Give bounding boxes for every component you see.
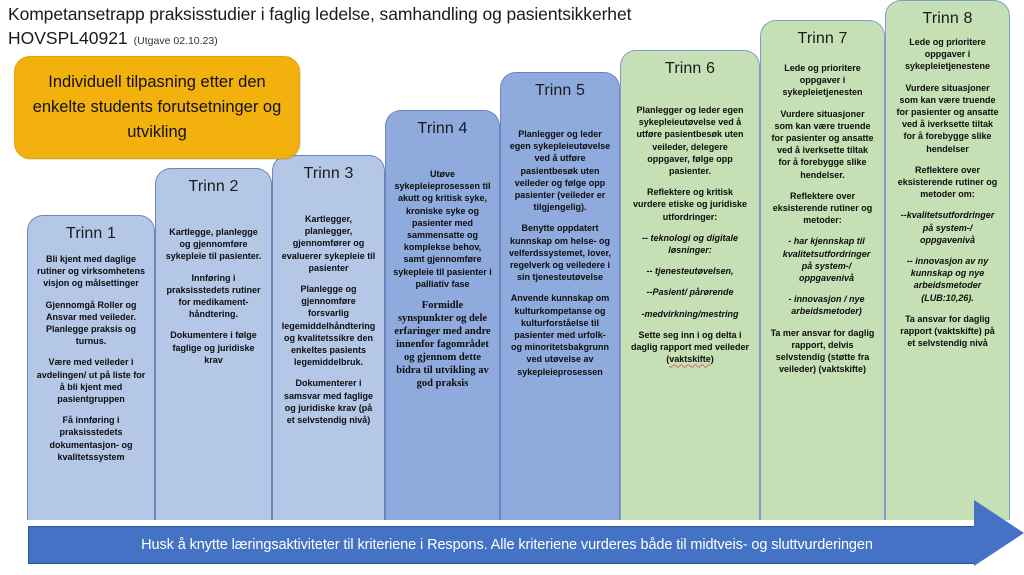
step-title: Trinn 1: [66, 225, 116, 242]
banner-text: Husk å knytte læringsaktiviteter til kriteriene i Respons. Alle kriteriene vurderes både til midtveis- og sluttvurderingen: [141, 537, 873, 553]
step-paragraph: Gjennomgå Roller og Ansvar med veileder. Planlegge praksis og turnus.: [45, 299, 137, 347]
step-paragraph: Planlegger og leder egen sykepleieutøvelse ved å utføre pasientbesøk uten veileder, delegere oppgaver, følge opp pasienter.: [636, 105, 744, 177]
step-paragraph: Dokumenterer i samsvar med faglige og juridiske krav (på et selvstendig nivå): [283, 378, 374, 426]
step-paragraph: Lede og prioritere oppgaver i sykepleietjenesten: [782, 63, 863, 98]
step-title: Trinn 6: [665, 60, 715, 77]
step-paragraph: Få innføring i praksisstedets dokumentasjon- og kvalitetssystem: [49, 415, 133, 462]
step-paragraph: -- teknologi og digitale løsninger:: [642, 232, 738, 256]
arrow-head-icon: [974, 500, 1024, 566]
step-paragraph: Utøve sykepleieprosessen til akutt og kritisk syke, kroniske syke og pasienter med sammensatte og komplekse behov, samt gjennomføre sykepleie til pasienter i palliativ fase: [393, 169, 492, 289]
step-paragraph: Kartlegge, planlegge og gjennomføre sykepleie til pasienter.: [165, 227, 262, 262]
step-paragraph: Reflektere over eksisterende rutiner og metoder:: [772, 190, 873, 226]
step-paragraph: Ta ansvar for daglig rapport (vaktskifte) på et selvstendig nivå: [900, 313, 995, 349]
step-paragraph: Reflektere over eksisterende rutiner og metoder om:: [897, 164, 998, 200]
step-trinn-4[interactable]: [385, 110, 500, 520]
step-trinn-5[interactable]: [500, 72, 620, 520]
step-title: Trinn 3: [303, 165, 354, 182]
step-paragraph: Bli kjent med daglige rutiner og virksomhetens visjon og målsettinger: [36, 254, 146, 289]
step-paragraph: Sette seg inn i og delta i daglig rapport med veileder (vaktskifte): [630, 329, 750, 365]
spellcheck-word: vaktskifte: [669, 354, 711, 365]
step-paragraph: Reflektere og kritisk vurdere etiske og juridiske utfordringer:: [632, 187, 748, 222]
callout-text: Individuell tilpasning etter den enkelte students forutsetninger og utvikling: [32, 73, 282, 141]
step-title: Trinn 7: [797, 30, 848, 47]
step-paragraph: Anvende kunnskap om kulturkompetanse og kulturforståelse til pasienter med urfolk- og minoritetsbakgrunn ved utøvelse av sykepleieprosessen: [510, 293, 610, 377]
step-paragraph: -- tjenesteutøvelsen,: [646, 266, 734, 277]
step-title: Trinn 4: [417, 120, 468, 137]
reminder-arrow-banner: [28, 522, 1024, 568]
step-paragraph: Være med veileder i avdelingen/ ut på liste for å bli kjent med pasientgruppen: [36, 357, 146, 405]
step-paragraph: - har kjennskap til kvalitetsutfordringer på system-/ oppgavenivå: [782, 236, 871, 284]
step-body: [766, 50, 879, 375]
step-paragraph: Vurdere situasjoner som kan være truende for pasienter og ansatte ved å iverksette tiltak for å forebygge slike hendelser.: [771, 108, 874, 180]
course-code: HOVSPL40921: [8, 28, 128, 48]
step-trinn-1[interactable]: [27, 215, 155, 520]
step-trinn-8[interactable]: [885, 0, 1010, 520]
step-title: Trinn 8: [922, 10, 973, 27]
step-trinn-2[interactable]: [155, 168, 272, 520]
step-paragraph: Innføring i praksisstedets rutiner for medikament-håndtering.: [166, 272, 261, 320]
step-body: [278, 185, 379, 426]
step-paragraph: Planlegger og leder egen sykepleieutøvelse ved å utføre pasientbesøk uten veileder og følge opp pasienter (veileder er tilgjengelig).: [509, 129, 611, 213]
step-paragraph: Kartlegger, planlegger, gjennomfører og evaluerer sykepleie til pasienter: [281, 214, 376, 273]
edition-label: (Utgave 02.10.23): [133, 35, 218, 47]
step-paragraph: -medvirkning/mestring: [641, 308, 739, 319]
page-title: Kompetansetrapp praksisstudier i faglig ledelse, samhandling og pasientsikkerhet: [8, 4, 632, 24]
banner-shaft: [28, 526, 976, 564]
step-trinn-3[interactable]: [272, 155, 385, 520]
step-paragraph: Lede og prioritere oppgaver i sykepleietjenestene: [904, 37, 991, 72]
step-title: Trinn 5: [535, 82, 585, 99]
step-paragraph: Benytte oppdatert kunnskap om helse- og velferdssystemet, lover, regelverk og veiledere i sin tjenesteutøvelse: [508, 223, 612, 283]
step-body: [33, 245, 149, 463]
step-body: [506, 102, 614, 378]
step-body: [161, 198, 266, 366]
step-body: [891, 30, 1004, 349]
step-paragraph: Formidle synspunkter og dele erfaringer med andre innenfor fagområdet og gjennom dette bidra til utvikling av god praksis: [394, 300, 491, 390]
step-paragraph: - innovasjon / nye arbeidsmetoder): [788, 294, 865, 317]
step-paragraph: --Pasient/ pårørende: [646, 287, 734, 298]
step-paragraph: -- innovasjon av ny kunnskap og nye arbeidsmetoder (LUB:10,26).: [906, 256, 989, 303]
step-paragraph: Vurdere situasjoner som kan være truende for pasienter og ansatte ved å iverksette tiltak for å forebygge slike hendelser: [896, 82, 999, 154]
step-trinn-6[interactable]: [620, 50, 760, 520]
step-paragraph: Planlegge og gjennomføre forsvarlig legemiddelhåndtering og kvalitetssikre den enkeltes pasients legemiddelbruk.: [281, 284, 376, 368]
individual-adaptation-callout: [14, 56, 300, 159]
step-paragraph: --kvalitetsutfordringer på system-/ oppgavenivå: [900, 210, 995, 245]
step-trinn-7[interactable]: [760, 20, 885, 520]
step-body: [391, 140, 494, 390]
step-paragraph: Dokumentere i følge faglige og juridiske krav: [170, 330, 257, 365]
step-title: Trinn 2: [188, 178, 239, 195]
step-body: [626, 80, 754, 365]
step-paragraph: Ta mer ansvar for daglig rapport, delvis selvstendig (støtte fra veileder) (vaktskifte): [770, 327, 875, 375]
